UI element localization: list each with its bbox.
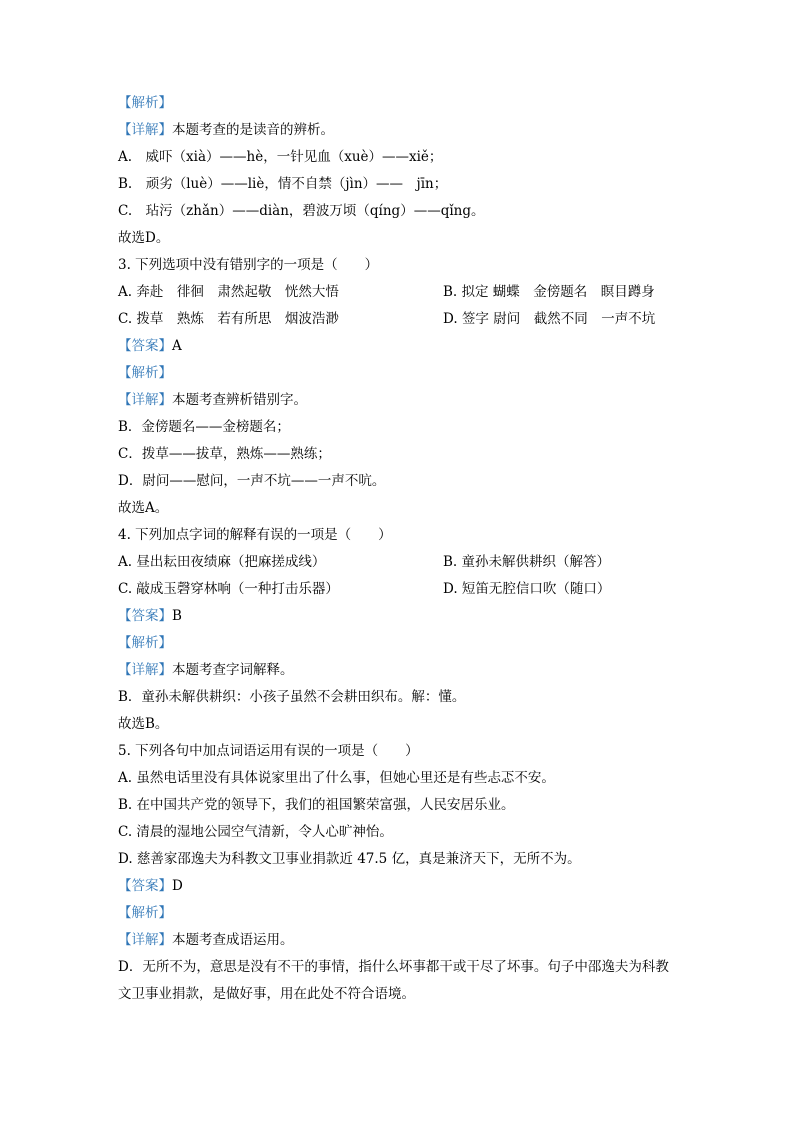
answer-value: A (172, 338, 182, 354)
conclusion: 故选B。 (118, 716, 169, 732)
question-stem: 4. 下列加点字词的解释有误的一项是（ ） (118, 527, 392, 543)
question-stem: 5. 下列各句中加点词语运用有误的一项是（ ） (118, 743, 419, 759)
analysis-tag: 【解析】 (118, 365, 172, 381)
detail-text: 本题考查辨析错别字。 (172, 392, 307, 408)
answer-value: B (172, 608, 182, 624)
option-b: B. 拟定 蝴蝶 金傍题名 瞑目蹲身 (443, 284, 655, 300)
detail-tag: 【详解】 (118, 392, 172, 408)
option-d: D. 慈善家邵逸夫为科教文卫事业捐款近 47.5 亿，真是兼济天下，无所不为。 (118, 851, 581, 867)
option-d: D. 短笛无腔信口吹（随口） (443, 581, 611, 597)
option-a: A. 奔赴 徘徊 肃然起敬 恍然大悟 (118, 284, 339, 300)
explanation-line: B. 顽劣（luè）——liè，情不自禁（jìn）—— jīn； (118, 176, 448, 192)
option-b: B. 在中国共产党的领导下，我们的祖国繁荣富强，人民安居乐业。 (118, 797, 515, 813)
option-a: A. 虽然电话里没有具体说家里出了什么事，但她心里还是有些忐忑不安。 (118, 770, 555, 786)
conclusion: 故选A。 (118, 500, 169, 516)
document-page (118, 90, 678, 1008)
answer-tag: 【答案】 (118, 608, 172, 624)
explanation-line: C. 玷污（zhǎn）——diàn，碧波万顷（qíng）——qǐng。 (118, 203, 485, 219)
explanation-line: A. 威吓（xià）——hè，一针见血（xuè）——xiě； (118, 149, 443, 165)
detail-tag: 【详解】 (118, 662, 172, 678)
detail-text: 本题考查字词解释。 (172, 662, 294, 678)
option-c: C. 敲成玉磬穿林响（一种打击乐器） (118, 581, 339, 597)
detail-line (118, 117, 678, 144)
answer-tag: 【答案】 (118, 338, 172, 354)
answer-value: D (172, 878, 183, 894)
answer-line (118, 333, 678, 360)
answer-tag: 【答案】 (118, 878, 172, 894)
question-stem: 3. 下列选项中没有错别字的一项是（ ） (118, 257, 379, 273)
option-c: C. 清晨的湿地公园空气清新，令人心旷神怡。 (118, 824, 393, 840)
explanation-line: B．童孙未解供耕织：小孩子虽然不会耕田织布。解：懂。 (118, 689, 466, 705)
detail-text: 本题考查的是读音的辨析。 (172, 122, 334, 138)
answer-line (118, 603, 678, 630)
analysis-tag: 【解析】 (118, 635, 172, 651)
option-c: C. 拨草 熟炼 若有所思 烟波浩渺 (118, 311, 339, 327)
detail-line (118, 657, 678, 684)
explanation-line: D．尉问——慰问，一声不坑——一声不吭。 (118, 473, 386, 489)
option-row (118, 279, 678, 306)
answer-line (118, 873, 678, 900)
detail-line (118, 387, 678, 414)
option-row (118, 306, 678, 333)
option-row (118, 549, 678, 576)
conclusion: 故选D。 (118, 230, 170, 246)
option-row (118, 576, 678, 603)
detail-text: 本题考查成语运用。 (172, 932, 294, 948)
explanation-paragraph: D．无所不为，意思是没有不干的事情，指什么坏事都干或干尽了坏事。句子中邵逸夫为科教文卫事业捐款，是做好事，用在此处不符合语境。 (118, 959, 669, 1002)
option-b: B. 童孙未解供耕织（解答） (443, 554, 611, 570)
detail-tag: 【详解】 (118, 122, 172, 138)
detail-tag: 【详解】 (118, 932, 172, 948)
explanation-line: B．金傍题名——金榜题名； (118, 419, 290, 435)
analysis-tag: 【解析】 (118, 95, 172, 111)
analysis-tag: 【解析】 (118, 905, 172, 921)
explanation-line: C．拨草——拔草，熟炼——熟练； (118, 446, 331, 462)
detail-line (118, 927, 678, 954)
option-d: D. 签字 尉问 截然不同 一声不坑 (443, 311, 656, 327)
option-a: A. 昼出耘田夜绩麻（把麻搓成线） (118, 554, 326, 570)
